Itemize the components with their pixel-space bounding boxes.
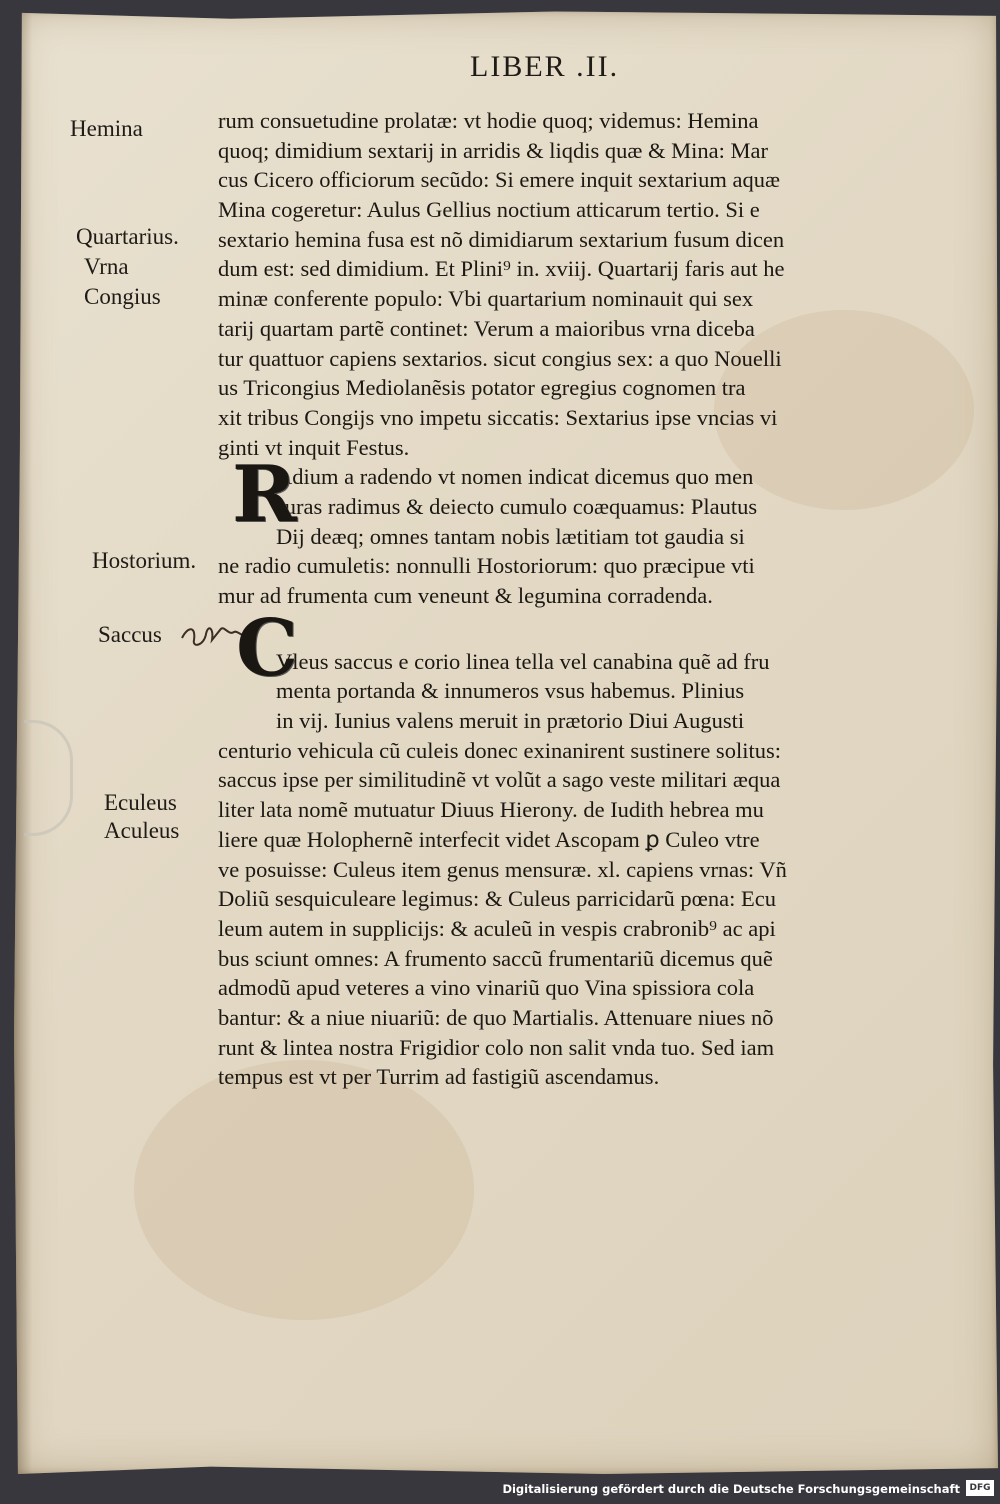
text-line: xit tribus Congijs vno impetu siccatis: Sextarius ipse vncias vi — [218, 404, 778, 430]
text-line: liere quæ Holophernẽ interfecit videt Ascopam ꝑ Culeo vtre — [218, 826, 760, 852]
page-clip — [24, 720, 73, 836]
running-head: LIBER .II. — [470, 50, 620, 83]
text-line: in vij. Iunius valens meruit in prætorio Diui Augusti — [276, 708, 745, 734]
text-line: Vleus saccus e corio linea tella vel canabina quẽ ad fru — [276, 648, 770, 674]
paragraph-3 — [218, 647, 918, 1092]
paragraph-1 — [218, 106, 918, 462]
text-line: sextario hemina fusa est nõ dimidiarum sextarium fusum dicen — [218, 226, 785, 252]
paragraph-2 — [218, 449, 918, 610]
margin-note-eculeus: Eculeus — [104, 790, 177, 815]
text-line: saccus ipse per similitudinẽ vt volũt a sago veste militari æqua — [218, 767, 781, 793]
text-line: leum autem in supplicijs: & aculeũ in vespis crabronib⁹ ac api — [218, 915, 776, 941]
text-line: liter lata nomẽ mutuatur Diuus Hierony. de Iudith hebrea mu — [218, 797, 764, 823]
text-line: ve posuisse: Culeus item genus mensuræ. xl. capiens vrnas: Vñ — [218, 856, 787, 882]
text-line: centurio vehicula cũ culeis donec exinanirent sustinere solitus: — [218, 737, 781, 763]
text-line: Adium a radendo vt nomen indicat dicemus quo men — [276, 464, 754, 490]
text-line: minæ conferente populo: Vbi quartarium nominauit qui sex — [218, 286, 754, 312]
text-line: menta portanda & innumeros vsus habemus. Plinius — [276, 678, 745, 704]
text-line: mur ad frumenta cum veneunt & legumina corradenda. — [218, 583, 713, 608]
dropcap-r: R — [232, 449, 297, 540]
text-line: us Tricongius Mediolanẽsis potator egregius cognomen tra — [218, 375, 746, 401]
text-line: bantur: & a niue niuariũ: de quo Martialis. Attenuare niues nõ — [218, 1004, 774, 1030]
text-line: ne radio cumuletis: nonnulli Hostoriorum: quo præcipue vti — [218, 553, 755, 579]
margin-note-hostorium: Hostorium. — [92, 548, 197, 573]
text-line: ginti vt inquit Festus. — [218, 434, 410, 460]
text-line: suras radimus & deiecto cumulo coæquamus: Plautus — [276, 493, 758, 519]
text-line: runt & lintea nostra Frigidior colo non salit vnda tuo. Sed iam — [218, 1034, 775, 1060]
margin-note-quartarius: Quartarius. — [76, 224, 179, 249]
margin-note-hemina: Hemina — [70, 116, 143, 141]
text-line: bus sciunt omnes: A frumento saccũ frumentariũ dicemus quẽ — [218, 945, 773, 971]
text-line: Dij deæq; omnes tantam nobis lætitiam tot gaudia si — [276, 523, 745, 549]
text-line: tarij quartam partẽ continet: Verum a maioribus vrna diceba — [218, 315, 755, 341]
dropcap-c: C — [236, 603, 299, 694]
margin-note-congius: Congius — [84, 284, 161, 309]
main-text — [218, 106, 918, 1092]
funding-credit: Digitalisierung gefördert durch die Deutsche Forschungsgemeinschaft — [502, 1482, 960, 1496]
dfg-logo: DFG — [966, 1480, 994, 1496]
margin-note-vrna: Vrna — [84, 254, 129, 279]
text-line: Mina cogeretur: Aulus Gellius noctium atticarum tertio. Si e — [218, 197, 760, 223]
margin-note-aculeus: Aculeus — [104, 818, 180, 843]
text-line: tempus est vt per Turrim ad fastigiũ ascendamus. — [218, 1064, 660, 1090]
footer-bar — [0, 1476, 1000, 1504]
text-line: Doliũ sesquiculeare legimus: & Culeus parricidarũ pœna: Ecu — [218, 886, 776, 912]
text-line: admodũ apud veteres a vino vinariũ quo Vina spissiora cola — [218, 975, 755, 1001]
margin-note-saccus: Saccus — [98, 622, 162, 647]
paper-stain — [134, 1060, 474, 1320]
text-line: dum est: sed dimidium. Et Plini⁹ in. xviij. Quartarij faris aut he — [218, 256, 785, 282]
text-line: tur quattuor capiens sextarios. sicut congius sex: a quo Nouelli — [218, 345, 782, 371]
text-line: quoq; dimidium sextarij in arridis & liqdis quæ & Mina: Mar — [218, 137, 768, 163]
text-line: rum consuetudine prolatæ: vt hodie quoq; videmus: Hemina — [218, 108, 759, 133]
text-line: cus Cicero officiorum secũdo: Si emere inquit sextarium aquæ — [218, 167, 780, 193]
